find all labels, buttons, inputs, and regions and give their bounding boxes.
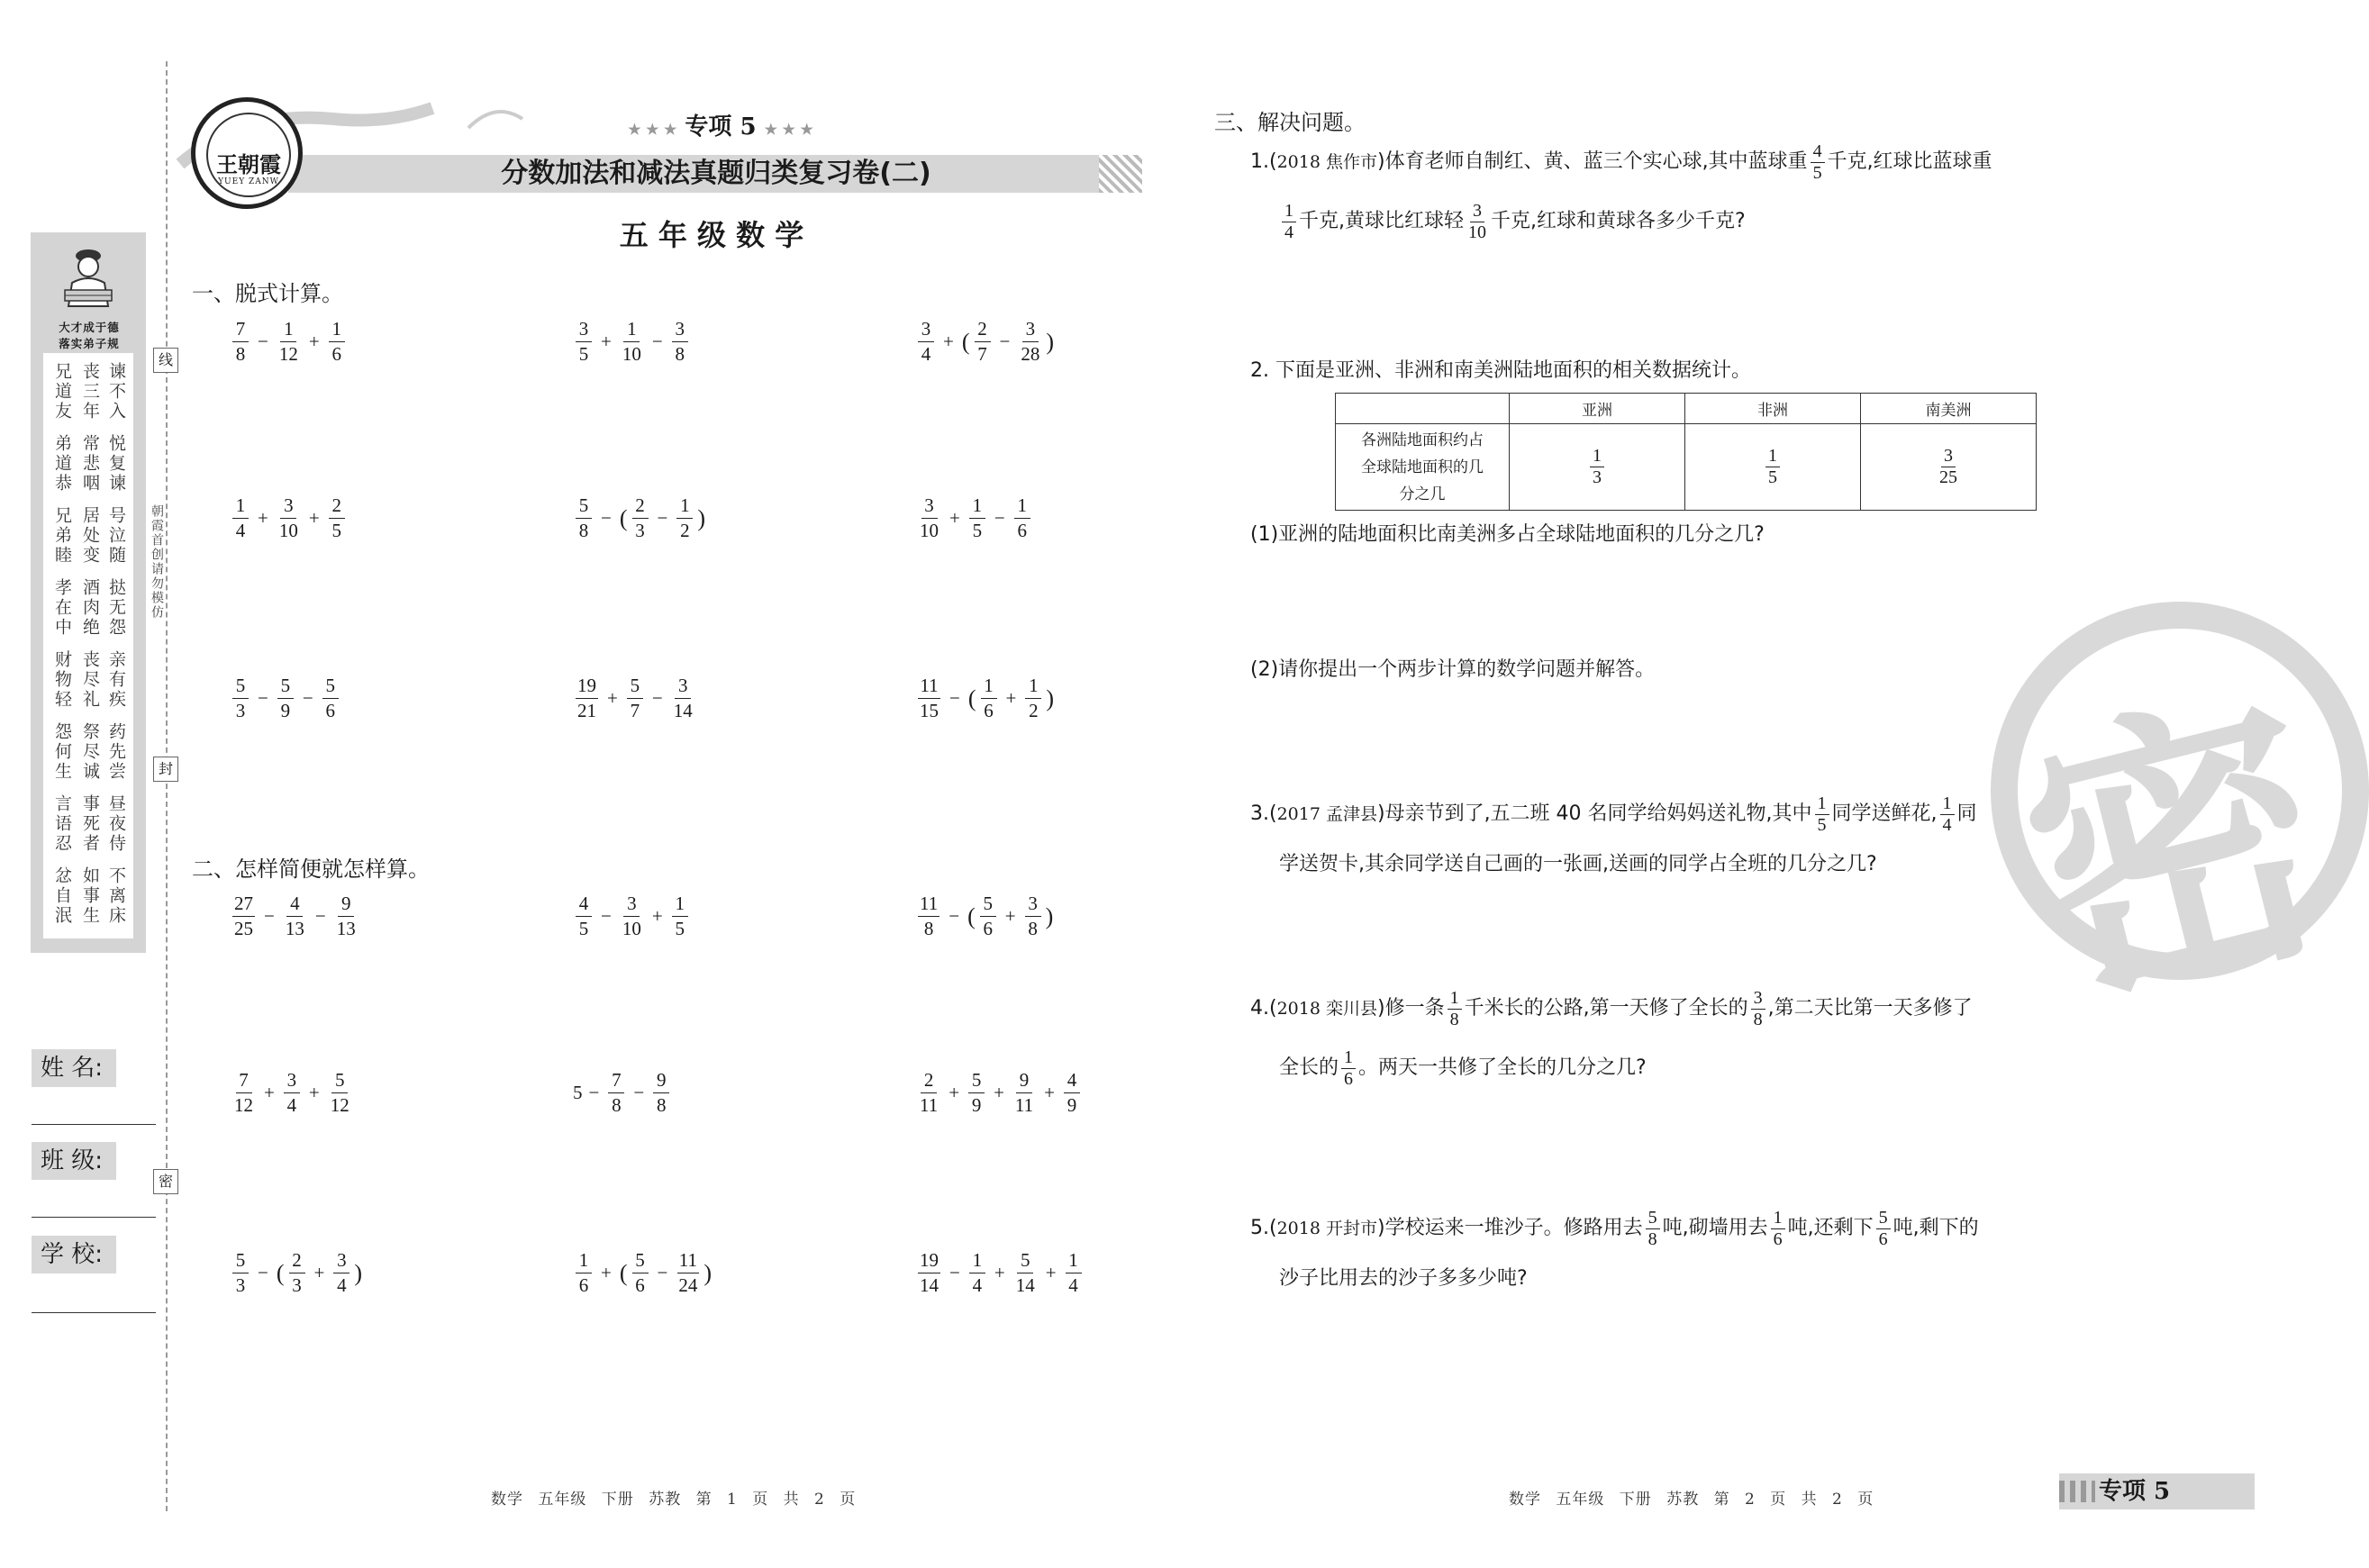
question-5-line-2: 沙子比用去的沙子多多少吨? [1279,1267,1528,1290]
section-2-title: 二、怎样简便就怎样算。 [192,857,430,882]
verse-column: 药先尝 [106,722,126,782]
expr-token: ) [703,1259,713,1286]
expr-token: − [314,905,326,928]
verse-column: 弟道恭 [52,434,72,494]
expr-token: − [258,331,268,353]
fraction: $\frac{1}{12}$ [278,318,298,366]
fraction: $\frac{1}{5}$ [969,495,985,541]
verse-column: 悦复谏 [106,434,126,494]
expr-token: − [999,331,1011,353]
expr-token: − [601,905,612,928]
cut-note-2: 请勿模仿 [150,562,164,620]
verse-column: 居处变 [80,506,100,566]
expr-token: ( [619,504,628,531]
fraction: $\frac{2}{5}$ [329,495,345,541]
logo-text: 王朝霞 [216,151,281,177]
fraction: $\frac{11}{15}$ [920,675,939,722]
logo-subtext: YUEY ZANW [218,177,279,186]
table-cell-asia: $\frac{1}{3}$ [1510,424,1685,511]
fraction: $\frac{5}{9}$ [277,675,294,721]
fraction: $\frac{1}{4}$ [969,1250,985,1296]
expr-token: ( [967,684,976,711]
expr-token: + [1004,905,1016,928]
fraction: $\frac{3}{5}$ [576,319,592,365]
fraction: $\frac{5}{12}$ [330,1069,349,1117]
series-badge-text: 专项 5 [2099,1478,2171,1505]
table-header-asia: 亚洲 [1510,394,1685,424]
section-1-problem-6 [915,495,1033,541]
school-label: 学 校: [32,1236,116,1273]
question-2-intro: 2. 下面是亚洲、非洲和南美洲陆地面积的相关数据统计。 [1250,359,1751,382]
section-2-problem-6 [915,1070,1083,1116]
fraction: $\frac{11}{24}$ [678,1249,698,1297]
expr-token: − [651,331,663,353]
fraction: $\frac{1}{2}$ [1025,675,1041,721]
expr-token: + [258,507,268,530]
verse-column: 丧尽礼 [80,650,100,710]
expr-token: ) [1046,328,1055,355]
expr-token: − [657,1262,668,1284]
expr-token: ( [276,1259,285,1286]
section-2-problem-5 [573,1070,672,1116]
expr-token: − [949,1262,960,1284]
question-4-line-1: 4.(2018 栾川县)修一条 $\frac{1}{8}$ 千米长的公路,第一天修了全长的 $\frac{3}{8}$ ,第二天比第一天多修了 [1250,987,1973,1029]
fraction: $\frac{7}{8}$ [608,1070,624,1116]
fraction: $\frac{27}{25}$ [234,893,253,940]
verse-column: 常悲咽 [80,434,100,494]
fraction: $\frac{5}{6}$ [980,893,996,939]
section-3-title: 三、解决问题。 [1214,110,1366,135]
cut-mark-feng: 封 [153,757,178,782]
verse-column: 财物轻 [52,650,72,710]
question-2-sub-1: (1)亚洲的陆地面积比南美洲多占全球陆地面积的几分之几? [1250,523,1765,546]
fraction: $\frac{19}{14}$ [920,1249,939,1297]
verse-column: 酒肉绝 [80,578,100,638]
fraction: $\frac{3}{8}$ [1025,893,1041,939]
expr-token: − [258,1262,268,1284]
scholar-illustration [59,243,117,317]
verse-column: 兄弟睦 [52,506,72,566]
class-field[interactable] [32,1217,156,1218]
fraction: $\frac{5}{14}$ [1015,1249,1035,1297]
question-1-line-2: $\frac{1}{4}$ 千克,黄球比红球轻 $\frac{3}{10}$ 千克,红球和黄球各多少千克? [1279,193,1746,250]
fraction: $\frac{7}{8}$ [232,319,249,365]
verse-column: 不离床 [106,866,126,926]
section-1-problem-4 [230,495,348,541]
section-1-problem-9 [915,675,1056,721]
footer-left: 数学 五年级 下册 苏教 第 1 页 共 2 页 [491,1491,857,1509]
expr-token: + [943,331,954,353]
section-1-problem-2 [573,319,691,365]
fraction: $\frac{7}{12}$ [234,1069,253,1117]
page-title: 分数加法和减法真题归类复习卷(二) [501,158,931,189]
cut-mark-xian: 线 [153,348,178,373]
expr-token: + [264,1082,275,1104]
table-corner [1336,394,1510,424]
verse-column: 怨何生 [52,722,72,782]
series-badge [2059,1473,2255,1509]
star-icon: ★ ★ ★ [764,121,813,138]
fraction: $\frac{5}{6}$ [632,1250,649,1296]
expr-token: + [607,687,618,710]
table-header-south-america: 南美洲 [1861,394,2037,424]
question-3-line-2: 学送贺卡,其余同学送自己画的一张画,送画的同学占全班的几分之几? [1279,853,1877,875]
fraction: $\frac{3}{4}$ [284,1070,300,1116]
section-1-title: 一、脱式计算。 [192,281,343,306]
fraction: $\frac{3}{10}$ [278,494,298,542]
expr-token: + [949,507,960,530]
verse-column: 亲有疾 [106,650,126,710]
star-icon: ★ ★ ★ [628,121,677,138]
question-5-line-1: 5.(2018 开封市)学校运来一堆沙子。修路用去 $\frac{5}{8}$ 吨,砌墙用去 $\frac{1}{6}$ 吨,还剩下 $\frac{5}{6}$ 吨,剩下的 [1250,1207,1979,1249]
fraction: $\frac{9}{11}$ [1014,1069,1034,1117]
section-2-problem-4 [230,1070,354,1116]
fraction: $\frac{4}{13}$ [285,893,304,940]
expr-token: + [601,1262,612,1284]
fraction: $\frac{3}{10}$ [920,494,939,542]
fraction: $\frac{4}{9}$ [1064,1070,1080,1116]
class-label: 班 级: [32,1142,116,1180]
verse-column: 丧三年 [80,362,100,421]
section-2-problem-7 [230,1250,364,1296]
continent-area-table [1335,393,2037,511]
expr-token: ( [967,902,976,929]
motto-line-1: 大才成于德 [59,321,120,334]
section-1-problem-3 [915,319,1056,365]
fraction: $\frac{2}{3}$ [289,1250,305,1296]
expr-token: ) [1045,902,1054,929]
section-2-problem-9 [915,1250,1085,1296]
verse-column: 事死者 [80,794,100,854]
fraction: $\frac{1}{4}$ [232,495,249,541]
section-2-problem-1 [230,893,360,939]
verse-column: 号泣随 [106,506,126,566]
fraction: $\frac{4}{5}$ [576,893,592,939]
section-2-problem-3 [915,893,1055,939]
expr-token: + [994,1082,1004,1104]
fraction: $\frac{9}{13}$ [336,893,356,940]
expr-token: ) [1046,684,1055,711]
expr-token: ) [354,1259,363,1286]
expr-token: + [308,1082,320,1104]
expr-token: + [1005,687,1017,710]
fraction: $\frac{1}{6}$ [981,675,997,721]
verse-column: 言语忍 [52,794,72,854]
table-cell-south-america: $\frac{3}{25}$ [1861,424,2037,511]
school-field[interactable] [32,1312,156,1313]
cut-mark-mi: 密 [153,1169,178,1194]
motto-line-2: 落实弟子规 [59,337,120,350]
fraction: $\frac{5}{3}$ [232,1250,249,1296]
fraction: $\frac{3}{4}$ [918,319,934,365]
verse-column: 昼夜侍 [106,794,126,854]
table-header-africa: 非洲 [1685,394,1861,424]
question-1-line-1: 1.(2018 焦作市)体育老师自制红、黄、蓝三个实心球,其中蓝球重 $\frac{4}{5}$ 千克,红球比蓝球重 [1250,140,1992,183]
expr-token: 5 [573,1082,583,1104]
expr-token: + [601,331,612,353]
expr-token: + [308,507,320,530]
verse-column: 谏不入 [106,362,126,421]
name-field[interactable] [32,1124,156,1125]
expr-token: + [651,905,663,928]
expr-token: + [313,1262,325,1284]
section-2-problem-2 [573,893,691,939]
name-label: 姓 名: [32,1049,116,1087]
expr-token: + [308,331,320,353]
expr-token: ) [697,504,706,531]
expr-token: − [949,905,960,928]
expr-token: − [949,687,960,710]
expr-token: + [949,1082,960,1104]
seal-character: 密 [1996,655,2358,1051]
fraction: $\frac{1}{10}$ [622,318,641,366]
fraction: $\frac{3}{14}$ [673,675,693,722]
expr-token: − [588,1082,600,1104]
verse-column: 忿自泯 [52,866,72,926]
expr-token: − [258,687,268,710]
section-1-problem-5 [573,495,707,541]
question-2-sub-2: (2)请你提出一个两步计算的数学问题并解答。 [1250,658,1656,681]
fraction: $\frac{2}{7}$ [975,319,991,365]
fraction: $\frac{1}{6}$ [576,1250,592,1296]
section-1-problem-8 [573,675,697,721]
series-tag-text: 专项 5 [685,113,757,140]
fraction: $\frac{1}{5}$ [672,893,688,939]
fraction: $\frac{3}{8}$ [672,319,688,365]
fraction: $\frac{1}{6}$ [1014,495,1030,541]
verse-column: 孝在中 [52,578,72,638]
question-3-line-1: 3.(2017 孟津县)母亲节到了,五二班 40 名同学给妈妈送礼物,其中 $\frac{1}{5}$ 同学送鲜花, $\frac{1}{4}$ 同 [1250,793,1977,835]
table-cell-africa: $\frac{1}{5}$ [1685,424,1861,511]
expr-token: + [994,1262,1005,1284]
title-banner-pattern [1099,155,1142,193]
publisher-logo [191,97,303,209]
fraction: $\frac{3}{28}$ [1021,318,1040,366]
expr-token: − [994,507,1005,530]
fraction: $\frac{5}{3}$ [232,675,249,721]
fraction: $\frac{1}{4}$ [1066,1250,1082,1296]
expr-token: ( [619,1259,628,1286]
footer-right: 数学 五年级 下册 苏教 第 2 页 共 2 页 [1509,1491,1874,1509]
section-2-problem-8 [573,1250,713,1296]
verse-column: 挞无怨 [106,578,126,638]
expr-token: ( [961,328,970,355]
fraction: $\frac{2}{11}$ [920,1069,939,1117]
verse-column: 兄道友 [52,362,72,421]
section-1-problem-7 [230,675,341,721]
fraction: $\frac{1}{6}$ [329,319,345,365]
fraction: $\frac{3}{10}$ [622,893,641,940]
fraction: $\frac{19}{21}$ [577,675,596,722]
verse-column: 祭尽诚 [80,722,100,782]
expr-token: − [264,905,275,928]
expr-token: − [657,507,668,530]
fraction: $\frac{5}{9}$ [968,1070,985,1116]
question-4-line-2: 全长的 $\frac{1}{6}$ 。两天一共修了全长的几分之几? [1279,1047,1647,1089]
binding-cut-line [166,61,168,1511]
table-row-label: 各洲陆地面积约占 全球陆地面积的几 分之几 [1336,424,1510,511]
fraction: $\frac{11}{8}$ [920,893,939,940]
expr-token: − [633,1082,645,1104]
series-tag [613,108,829,141]
cut-note-1: 朝霞首创 [150,504,164,562]
fraction: $\frac{2}{3}$ [632,495,649,541]
expr-token: − [302,687,313,710]
expr-token: + [1044,1082,1055,1104]
expr-token: + [1045,1262,1057,1284]
expr-token: − [601,507,612,530]
fraction: $\frac{5}{7}$ [627,675,643,721]
section-1-problem-1 [230,319,348,365]
page-subtitle: 五 年 级 数 学 [619,218,804,252]
expr-token: − [651,687,663,710]
fraction: $\frac{5}{8}$ [576,495,592,541]
fraction: $\frac{5}{6}$ [322,675,339,721]
fraction: $\frac{1}{2}$ [676,495,693,541]
verse-column: 如事生 [80,866,100,926]
fraction: $\frac{9}{8}$ [653,1070,669,1116]
badge-pattern [2059,1481,2095,1502]
fraction: $\frac{3}{4}$ [333,1250,349,1296]
